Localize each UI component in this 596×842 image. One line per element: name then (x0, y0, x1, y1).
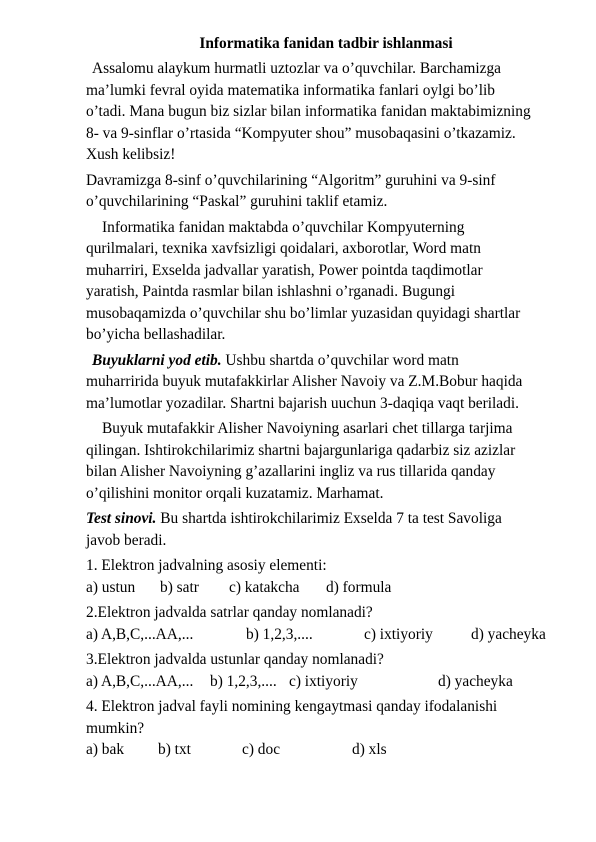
option-b: b) txt (158, 741, 191, 758)
task2-heading: Test sinovi. (86, 510, 157, 527)
followup-line: bilan Alisher Navoiyning g’azallarini ingliz va rus tillarida qanday (86, 463, 496, 480)
task2-line: Bu shartda ishtirokchilarimiz Exselda 7 ta test Savoliga (156, 510, 502, 527)
option-d: d) yacheyka (471, 625, 546, 643)
option-d: d) formula (326, 578, 392, 596)
document-title: Informatika fanidan tadbir ishlanmasi (199, 35, 453, 52)
question-text: 3.Elektron jadvalda ustunlar qanday nomlanadi? (86, 651, 384, 668)
option-c: c) ixtiyoriy (364, 625, 433, 643)
task1-line: muharririda buyuk mutafakkirlar Alisher Navoiy va Z.M.Bobur haqida (86, 373, 523, 390)
question-text: mumkin? (86, 719, 145, 737)
task2-paragraph (86, 508, 566, 551)
answer-options (86, 577, 566, 599)
question-text: 1. Elektron jadvalning asosiy elementi: (86, 557, 327, 574)
task2-line: javob beradi. (86, 531, 167, 549)
option-d: d) yacheyka (438, 672, 513, 690)
answer-options (86, 671, 566, 693)
task1-paragraph (86, 350, 566, 415)
question-1 (86, 555, 566, 598)
option-a: a) A,B,C,...AA,... (86, 672, 194, 690)
followup-line: qilingan. Ishtirokchilarimiz shartni bajargunlariga qadarbiz siz azizlar (86, 441, 516, 459)
intro-paragraph (86, 58, 566, 166)
option-d: d) xls (352, 741, 387, 758)
intro-line: Xush kelibsiz! (86, 146, 176, 163)
invite-line: o’quvchilarining “Paskal” guruhini taklif etamiz. (86, 193, 388, 210)
task1-followup-paragraph (86, 418, 566, 504)
document-page (86, 33, 566, 761)
option-c: c) doc (242, 741, 281, 758)
followup-line: o’qilishini monitor orqali kuzatamiz. Marhamat. (86, 484, 384, 502)
task1-line: ma’lumotlar yozadilar. Shartni bajarish uuchun 3-daqiqa vaqt beriladi. (86, 394, 519, 412)
option-a: a) bak (86, 741, 125, 758)
option-c: c) katakcha (229, 578, 300, 596)
option-a: a) ustun (86, 578, 136, 596)
question-text: 2.Elektron jadvalda satrlar qanday nomlanadi? (86, 604, 373, 621)
task1-heading: Buyuklarni yod etib. (92, 351, 222, 369)
option-c: c) ixtiyoriy (289, 672, 358, 690)
topics-line: qurilmalari, texnika xavfsizligi qoidalari, axborotlar, Word matn (86, 240, 481, 257)
option-b: b) satr (160, 578, 199, 596)
topics-line: yaratish, Paintda rasmlar bilan ishlashni o’rganadi. Bugungi (86, 283, 456, 300)
topics-line: bo’yicha bellashadilar. (86, 326, 226, 343)
option-b: b) 1,2,3,.... (210, 672, 277, 690)
question-2 (86, 602, 566, 645)
topics-paragraph (86, 217, 566, 346)
option-b: b) 1,2,3,.... (246, 625, 313, 643)
answer-options (86, 624, 566, 646)
followup-line: Buyuk mutafakkir Alisher Navoiyning asarlari chet tillarga tarjima (102, 420, 513, 437)
topics-line: musobaqamizda o’quvchilar shu bo’limlar yuzasidan quyidagi shartlar (86, 304, 521, 322)
task1-line: Ushbu shartda o’quvchilar word matn (221, 351, 459, 369)
question-4 (86, 696, 566, 761)
intro-line: 8- va 9-sinflar o’rtasida “Kompyuter shou” musobaqasini o’tkazamiz. (86, 124, 516, 142)
intro-line: o’tadi. Mana bugun biz sizlar bilan informatika fanidan maktabimizning (86, 103, 531, 120)
intro-line: Assalomu alaykum hurmatli uztozlar va o’quvchilar. Barchamizga (92, 60, 502, 77)
task2-first-line (86, 508, 566, 530)
invite-paragraph (86, 170, 566, 213)
question-3 (86, 649, 566, 692)
intro-line: ma’lumki fevral oyida matematika informatika fanlari oylgi bo’lib (86, 81, 496, 99)
topics-line: Informatika fanidan maktabda o’quvchilar Kompyuterning (102, 218, 465, 236)
topics-line: muharriri, Exselda jadvallar yaratish, Power pointda taqdimotlar (86, 261, 483, 279)
option-a: a) A,B,C,...AA,... (86, 625, 194, 643)
invite-line: Davramizga 8-sinf o’quvchilarining “Algoritm” guruhini va 9-sinf (86, 171, 496, 189)
answer-options (86, 739, 566, 761)
question-text: 4. Elektron jadval fayli nomining kengaytmasi qanday ifodalanishi (86, 698, 498, 715)
task1-first-line (86, 350, 566, 372)
